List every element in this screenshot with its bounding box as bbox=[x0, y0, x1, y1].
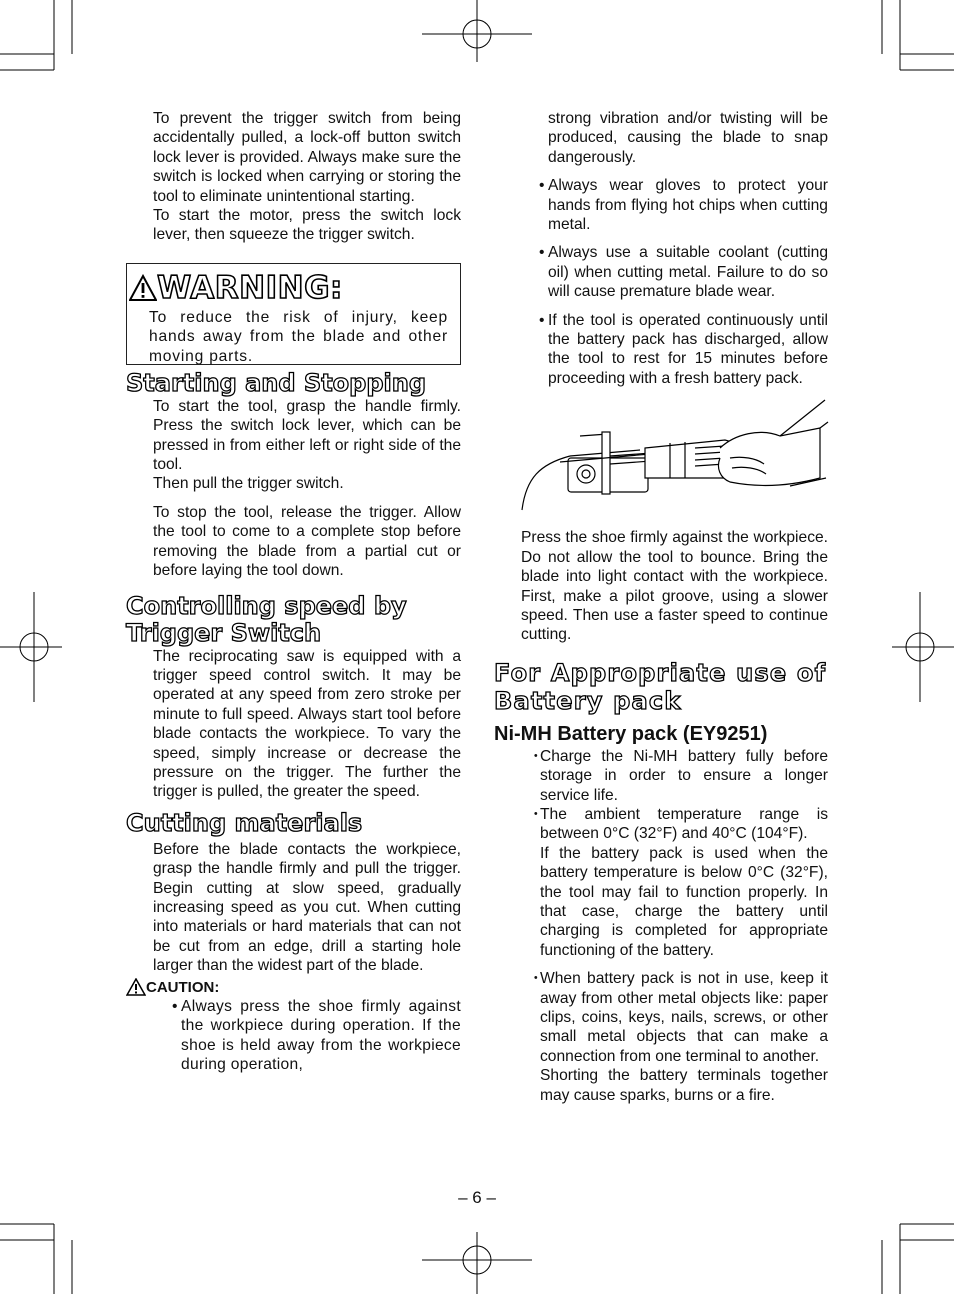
caution-bullet-text: Always press the shoe firmly against the workpiece during operation. If the shoe is held away from the workpiece during operation, bbox=[181, 998, 461, 1074]
section-heading-cutting: Cutting materials bbox=[126, 808, 363, 837]
list-item bbox=[494, 969, 828, 1105]
bullet-mark: ・ bbox=[528, 970, 544, 988]
warning-heading bbox=[129, 268, 448, 308]
list-item bbox=[494, 747, 828, 805]
intro-paragraph-2: To start the motor, press the switch lock lever, then squeeze the trigger switch. bbox=[153, 207, 461, 244]
warning-title: WARNING: bbox=[157, 269, 343, 306]
bullet-mark: • bbox=[539, 244, 545, 262]
list-item bbox=[494, 243, 828, 301]
list-item bbox=[494, 311, 828, 389]
bullet-text: Always wear gloves to protect your hands from flying hot chips when cutting metal. bbox=[548, 177, 828, 234]
bullet-body bbox=[540, 805, 828, 960]
list-item bbox=[494, 176, 828, 234]
bullet-continuation: Shorting the battery terminals together may cause sparks, burns or a fire. bbox=[540, 1067, 828, 1104]
bullet-mark: ・ bbox=[528, 805, 544, 823]
bullet-mark: • bbox=[539, 311, 545, 329]
battery-subheading: Ni-MH Battery pack (EY9251) bbox=[494, 722, 768, 745]
bullet-mark: ・ bbox=[528, 747, 544, 765]
bullet-continuation: If the battery pack is used when the battery temperature is below 0°C (32°F), the tool may fail to function properly. In that case, charge the battery until charging is completed for appropriate functioning of the battery. bbox=[540, 844, 828, 959]
left-column bbox=[126, 109, 461, 1075]
bullet-mark: • bbox=[539, 177, 545, 195]
starting-paragraph-2: Then pull the trigger switch. bbox=[153, 475, 344, 493]
bullet-text: If the tool is operated continuously until the battery pack has discharged, allow the tool to rest for 15 minutes before proceeding with a fresh battery pack. bbox=[548, 311, 828, 387]
starting-paragraph-1: To start the tool, grasp the handle firmly. Press the switch lock lever, which can be pressed in from either left or right side of the tool. bbox=[153, 397, 461, 474]
bullet-mark: • bbox=[172, 998, 178, 1015]
bullet-text: Charge the Ni-MH battery fully before storage in order to ensure a longer service life. bbox=[540, 747, 828, 804]
saw-illustration bbox=[520, 398, 830, 518]
continued-paragraph: strong vibration and/or twisting will be produced, causing the blade to snap dangerously. bbox=[548, 110, 828, 166]
caution-label: CAUTION: bbox=[146, 978, 220, 996]
section-heading-starting: Starting and Stopping bbox=[126, 368, 427, 397]
page-number: – 6 – bbox=[458, 1188, 496, 1207]
figure-caption: Press the shoe firmly against the workpiece. Do not allow the tool to bounce. Bring the blade into light contact with the workpiece. First, make a pilot groove, using a slower speed. Then use a faster speed to continue cutting. bbox=[521, 529, 828, 644]
bullet-body bbox=[540, 969, 828, 1105]
intro-paragraph: To prevent the trigger switch from being accidentally pulled, a lock-off button switch lock lever is provided. Always make sure the switch is locked when carrying or storing the tool to eliminate unintentional starting. bbox=[153, 110, 461, 205]
section-heading-battery: For Appropriate use of Battery pack bbox=[494, 658, 827, 715]
bullet-text: The ambient temperature range is between 0°C (32°F) and 40°C (104°F). bbox=[540, 805, 828, 843]
caution-label-row bbox=[126, 978, 461, 997]
warning-text: To reduce the risk of injury, keep hands away from the blade and other moving parts. bbox=[149, 308, 448, 365]
bullet-text: When battery pack is not in use, keep it away from other metal objects like: paper clips, coins, keys, nails, screws, or other small metal objects that can make a connection from one terminal to another. bbox=[540, 970, 828, 1065]
starting-paragraph-3: To stop the tool, release the trigger. Allow the tool to come to a complete stop before removing the blade from a partial cut or before laying the tool down. bbox=[153, 503, 461, 580]
controlling-paragraph: The reciprocating saw is equipped with a trigger speed control switch. It may be operated at any speed from zero stroke per minute to full speed. Always start tool before blade contacts the workpiece. To vary the speed, simply increase or decrease the pressure on the trigger. The further the trigger is pulled, the greater the speed. bbox=[153, 647, 461, 801]
cutting-paragraph: Before the blade contacts the workpiece, grasp the handle firmly and pull the trigger. Begin cutting at slow speed, gradually increasing speed as you cut. When cutting into materials or hard materials that can not be cut from an edge, drill a starting hole larger than the widest part of the blade. bbox=[153, 840, 461, 975]
caution-bullet bbox=[126, 997, 461, 1075]
warning-box bbox=[126, 263, 461, 365]
warning-triangle-icon bbox=[129, 274, 157, 302]
section-heading-controlling: Controlling speed by Trigger Switch bbox=[126, 591, 407, 647]
caution-triangle-icon bbox=[126, 978, 146, 996]
bullet-text: Always use a suitable coolant (cutting oil) when cutting metal. Failure to do so will cause premature blade wear. bbox=[548, 244, 828, 301]
right-column bbox=[494, 109, 828, 1105]
list-item bbox=[494, 805, 828, 960]
